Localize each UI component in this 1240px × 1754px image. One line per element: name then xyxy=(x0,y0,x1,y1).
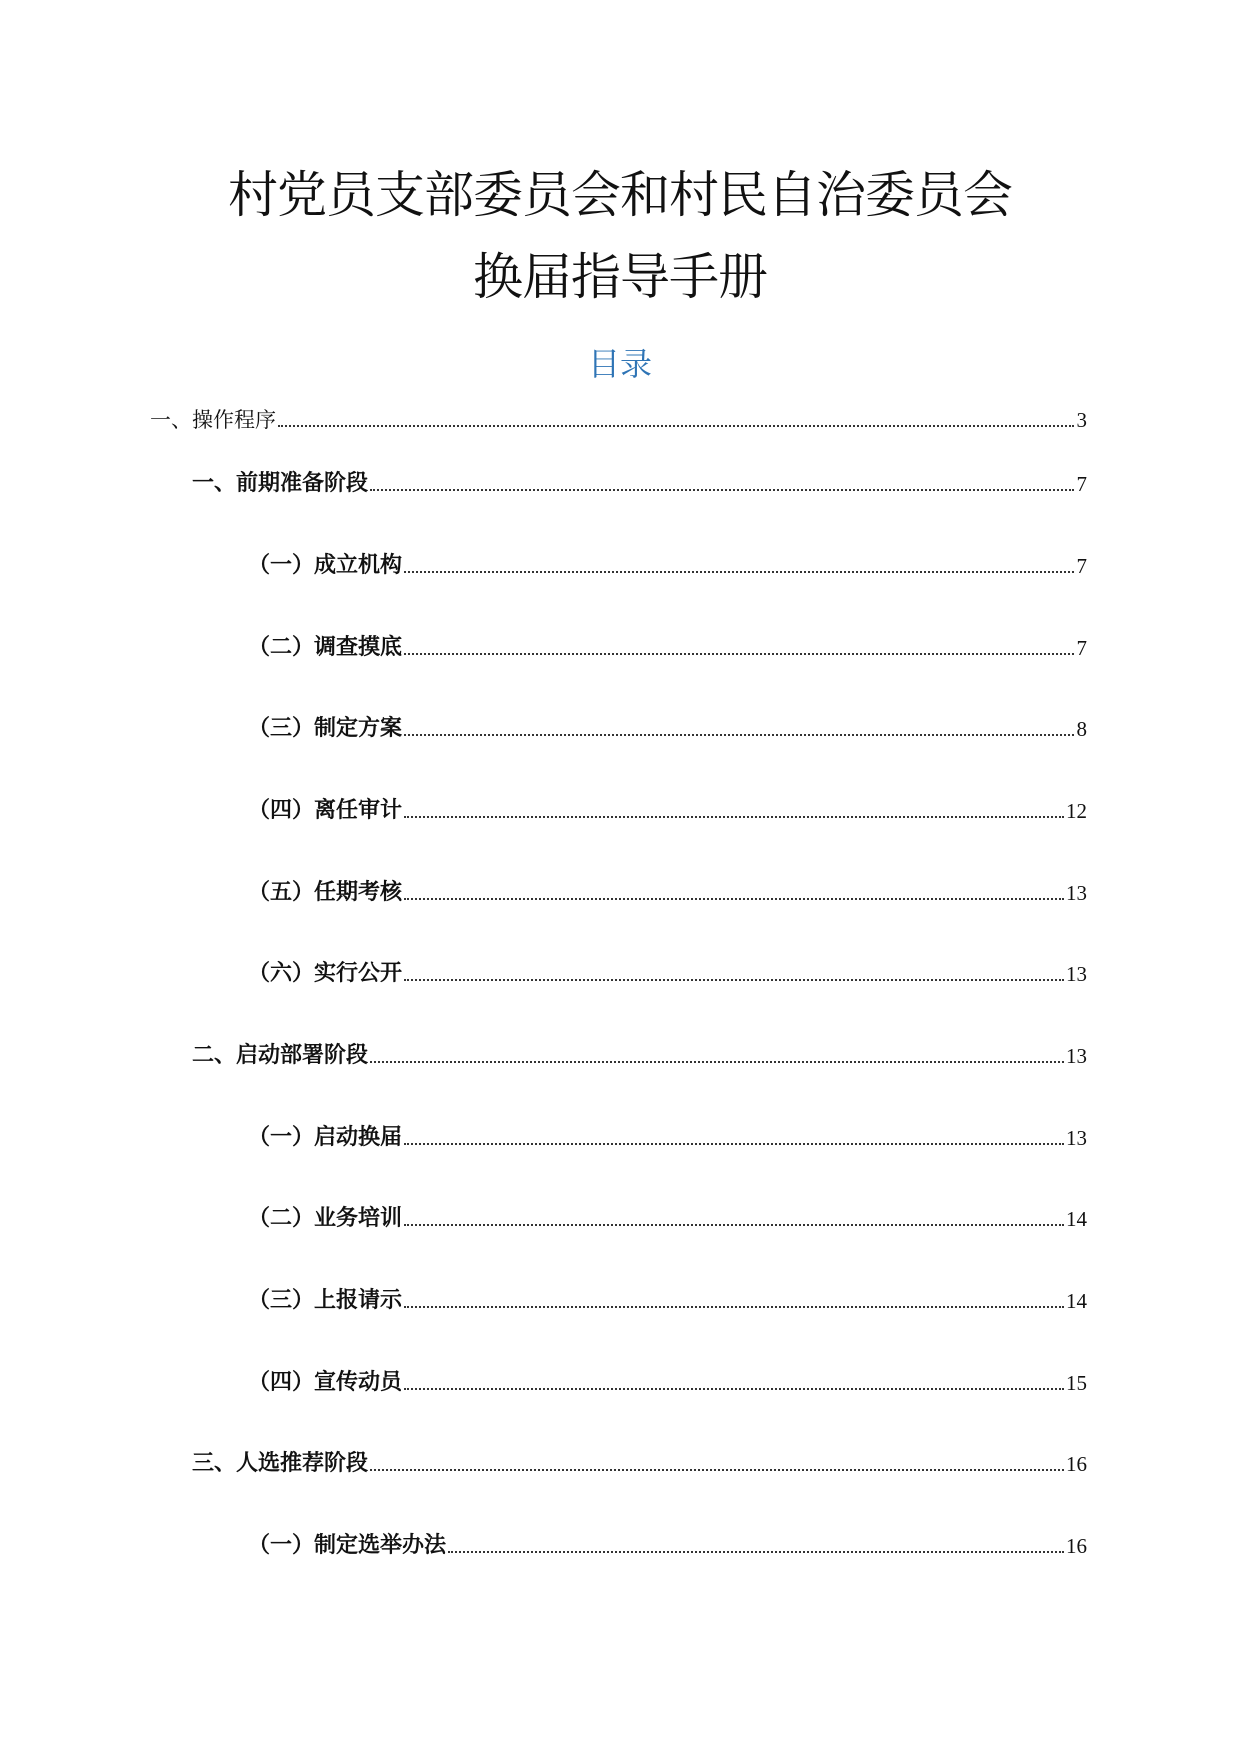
toc-heading: 目录 xyxy=(587,345,652,383)
toc-entry[interactable] xyxy=(248,708,1087,744)
toc-entry-label: 二、启动部署阶段 xyxy=(192,1043,369,1068)
toc-entry-page: 14 xyxy=(1066,1207,1087,1231)
toc-dot-leader xyxy=(404,1143,1064,1145)
toc-dot-leader xyxy=(448,1551,1064,1553)
toc-entry[interactable] xyxy=(192,463,1087,499)
toc-entry-label: （六）实行公开 xyxy=(248,961,403,986)
toc-entry-page: 16 xyxy=(1066,1534,1087,1558)
toc-dot-leader xyxy=(370,1061,1064,1063)
toc-dot-leader xyxy=(404,1306,1064,1308)
document-title-line-1: 村党员支部委员会和村民自治委员会 xyxy=(228,166,1012,224)
toc-entry-label: （三）上报请示 xyxy=(248,1288,403,1313)
toc-entry-page: 15 xyxy=(1066,1371,1087,1395)
toc-entry[interactable] xyxy=(248,953,1087,989)
toc-entry-label: （二）调查摸底 xyxy=(248,635,403,660)
toc-entry[interactable] xyxy=(192,1035,1087,1071)
toc-entry[interactable] xyxy=(248,545,1087,581)
toc-entry-page: 7 xyxy=(1076,636,1087,660)
toc-entry[interactable] xyxy=(248,1117,1087,1153)
toc-dot-leader xyxy=(404,734,1074,736)
toc-dot-leader xyxy=(404,1224,1064,1226)
toc-entry-label: （一）启动换届 xyxy=(248,1125,403,1150)
toc-entry-label: （四）宣传动员 xyxy=(248,1370,403,1395)
toc-dot-leader xyxy=(370,489,1074,491)
toc-entry[interactable] xyxy=(248,1362,1087,1398)
toc-entry[interactable] xyxy=(248,1525,1087,1561)
document-title-line-2: 换届指导手册 xyxy=(473,248,767,306)
toc-entry-page: 7 xyxy=(1076,554,1087,578)
toc-entry-label: （二）业务培训 xyxy=(248,1206,403,1231)
toc-entry[interactable] xyxy=(150,399,1087,435)
toc-dot-leader xyxy=(278,425,1074,427)
toc-entry[interactable] xyxy=(248,1280,1087,1316)
toc-entry-page: 13 xyxy=(1066,962,1087,986)
toc-dot-leader xyxy=(404,1388,1064,1390)
toc-entry-label: （一）成立机构 xyxy=(248,553,403,578)
toc-dot-leader xyxy=(370,1469,1064,1471)
toc-entry-page: 7 xyxy=(1076,472,1087,496)
toc-entry-page: 13 xyxy=(1066,1126,1087,1150)
toc-entry-label: （三）制定方案 xyxy=(248,716,403,741)
toc-entry[interactable] xyxy=(248,872,1087,908)
toc-dot-leader xyxy=(404,898,1064,900)
toc-dot-leader xyxy=(404,653,1074,655)
toc-entry[interactable] xyxy=(248,1198,1087,1234)
toc-entry[interactable] xyxy=(192,1443,1087,1479)
toc-dot-leader xyxy=(404,979,1064,981)
toc-entry-page: 3 xyxy=(1076,408,1087,432)
toc-entry[interactable] xyxy=(248,790,1087,826)
toc-entry-page: 14 xyxy=(1066,1289,1087,1313)
toc-entry-label: （四）离任审计 xyxy=(248,798,403,823)
toc-entry-page: 13 xyxy=(1066,1044,1087,1068)
toc-entry-label: 一、操作程序 xyxy=(150,408,276,432)
toc-dot-leader xyxy=(404,571,1074,573)
toc-entry-label: （五）任期考核 xyxy=(248,880,403,905)
toc-entry-page: 16 xyxy=(1066,1452,1087,1476)
toc-entry-label: （一）制定选举办法 xyxy=(248,1533,447,1558)
toc-entry-page: 13 xyxy=(1066,881,1087,905)
toc-entry-label: 三、人选推荐阶段 xyxy=(192,1451,369,1476)
toc-dot-leader xyxy=(404,816,1064,818)
toc-entry-page: 8 xyxy=(1076,717,1087,741)
toc-entry-page: 12 xyxy=(1066,799,1087,823)
toc-entry-label: 一、前期准备阶段 xyxy=(192,471,369,496)
toc-entry[interactable] xyxy=(248,627,1087,663)
